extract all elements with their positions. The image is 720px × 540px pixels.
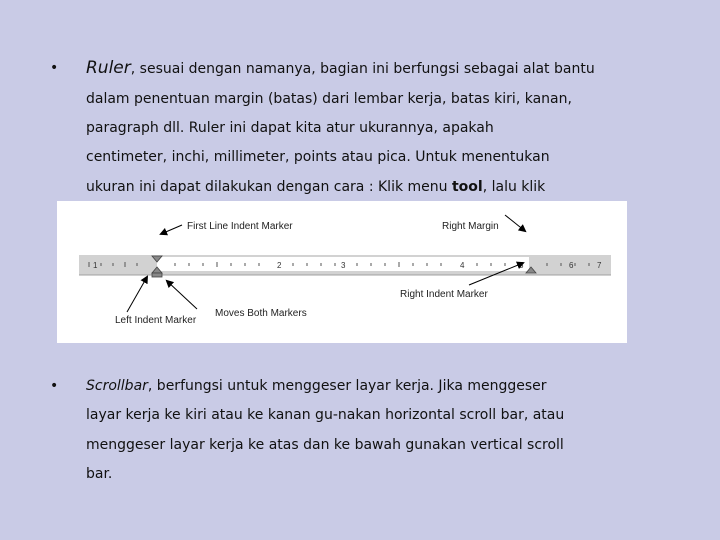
tick-6: 6 xyxy=(569,261,574,270)
arrow-left-indent-icon xyxy=(127,277,147,312)
ruler-line-1 xyxy=(86,58,595,78)
scrollbar-line-4: bar. xyxy=(86,466,113,482)
ruler-line-2: dalam penentuan margin (batas) dari lembar kerja, batas kiri, kanan, xyxy=(86,91,572,107)
label-right-indent: Right Indent Marker xyxy=(400,289,488,300)
ruler-text-5a: ukuran ini dapat dilakukan dengan cara : Klik menu xyxy=(86,179,452,195)
bullet-ruler: • xyxy=(50,60,59,76)
tick-7: 7 xyxy=(597,261,602,270)
ruler-diagram xyxy=(57,201,627,343)
ruler-line-5 xyxy=(86,179,545,195)
ruler-line-4: centimeter, inchi, millimeter, points atau pica. Untuk menentukan xyxy=(86,149,550,165)
arrow-right-margin-icon xyxy=(505,215,525,231)
bullet-scrollbar: • xyxy=(50,378,59,394)
tick-1: 1 xyxy=(93,261,98,270)
arrow-first-line-icon xyxy=(161,225,182,234)
label-moves-both: Moves Both Markers xyxy=(215,308,307,319)
arrow-moves-both-icon xyxy=(167,281,197,309)
scrollbar-line-2: layar kerja ke kiri atau ke kanan gu-nakan horizontal scroll bar, atau xyxy=(86,407,565,423)
tick-3: 3 xyxy=(341,261,346,270)
scrollbar-term: Scrollbar xyxy=(86,378,148,394)
ruler-line-3: paragraph dll. Ruler ini dapat kita atur ukurannya, apakah xyxy=(86,120,494,136)
ruler-term: Ruler xyxy=(86,58,131,78)
ruler-text-5b: , lalu klik xyxy=(482,179,546,195)
scrollbar-line-3: menggeser layar kerja ke atas dan ke bawah gunakan vertical scroll xyxy=(86,437,564,453)
label-left-indent: Left Indent Marker xyxy=(115,315,197,326)
ruler-illustration xyxy=(57,201,627,343)
tick-5: 5 xyxy=(519,261,524,270)
scrollbar-text-1: , berfungsi untuk menggeser layar kerja. Jika menggeser xyxy=(147,378,547,394)
tool-keyword: tool xyxy=(451,179,483,195)
label-right-margin: Right Margin xyxy=(442,221,499,232)
scrollbar-line-1 xyxy=(86,378,547,394)
tick-4: 4 xyxy=(460,261,465,270)
ruler-text-1: , sesuai dengan namanya, bagian ini berfungsi sebagai alat bantu xyxy=(130,61,595,77)
label-first-line-indent: First Line Indent Marker xyxy=(187,221,293,232)
tick-2: 2 xyxy=(277,261,282,270)
moves-both-marker-icon xyxy=(152,273,162,277)
